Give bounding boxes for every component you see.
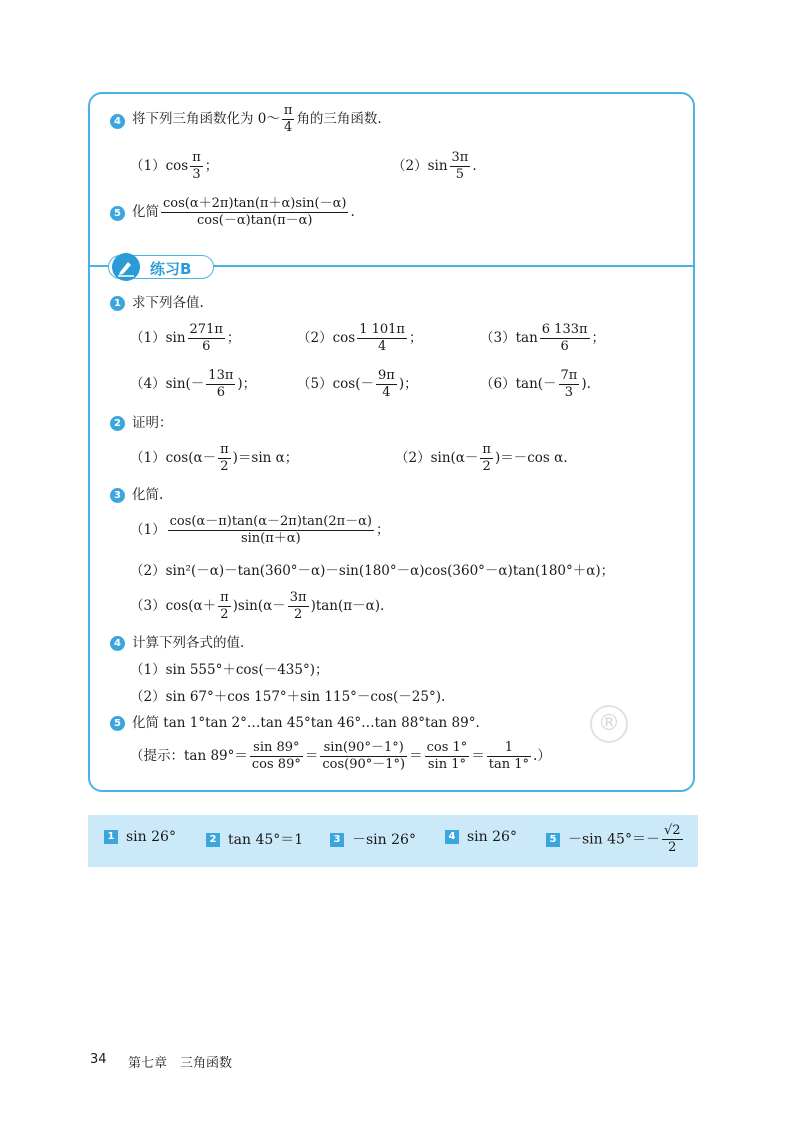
chapter-title: 第七章 三角函数 — [128, 1056, 233, 1071]
b-q1-item-6: （6）tan(－ $\frac{7\pi}{3}$ ). — [480, 368, 591, 400]
b-q1-item-3: （3）tan $\frac{6 133\pi}{6}$ ； — [480, 322, 606, 354]
answer-1: 1 sin 26° — [104, 829, 176, 845]
b-q2-number: 2 — [110, 416, 125, 431]
q4-item-1: （1）cos $\frac{\pi}{3}$ ； — [130, 150, 219, 182]
pencil-icon — [112, 253, 140, 281]
b-q3-number: 3 — [110, 488, 125, 503]
b-q3-item-2: （2）sin²(－α)－tan(360°－α)－sin(180°－α)cos(360°－α)tan(180°＋α)； — [130, 563, 615, 579]
b-q3-text: 化简. — [132, 487, 164, 503]
b-q5-hint: （提示：tan 89°＝ $\frac{\sin 89^\circ}{\cos 89^\circ}$ ＝ $\frac{\sin(90^\circ-1^\circ)}{\cos(90^\circ-1^\circ)}$ ＝ $\frac{\cos 1^\circ}{\sin 1^\circ}$ ＝ $\frac{1}{\tan 1^\circ}$ .） — [130, 740, 551, 772]
b-q1-text: 求下列各值. — [132, 295, 204, 311]
b-q5-number: 5 — [110, 716, 125, 731]
b-q1-item-2: （2）cos $\frac{1 101\pi}{4}$ ； — [297, 322, 423, 354]
registered-watermark: ® — [590, 705, 628, 743]
answer-5: 5 －sin 45°＝－ $\frac{√2}{2}$ — [546, 823, 685, 856]
page-number: 34 — [90, 1052, 107, 1067]
b-q1-item-1: （1）sin $\frac{271\pi}{6}$ ； — [130, 322, 241, 354]
b-q4-item-2: （2）sin 67°＋cos 157°＋sin 115°－cos(－25°). — [130, 689, 446, 705]
section-b-title: 练习B — [150, 260, 192, 278]
q4-text: 将下列三角函数化为 0～ $\frac{\pi}{4}$ 角的三角函数. — [132, 103, 382, 135]
answer-2: 2 tan 45°＝1 — [206, 829, 303, 849]
b-q2-item-2: （2）sin(α－ $\frac{\pi}{2}$ )＝－cos α. — [395, 442, 568, 474]
b-q1-number: 1 — [110, 296, 125, 311]
b-q1-item-4: （4）sin(－ $\frac{13\pi}{6}$ )； — [130, 368, 257, 400]
answer-3: 3 －sin 26° — [330, 829, 416, 849]
q5-text: 化简 $\frac{\cos(\alpha+2\pi)\tan(\pi+\alpha)\sin(-\alpha)}{\cos(-\alpha)\tan(\pi-\alpha)}$ . — [132, 196, 355, 228]
b-q1-item-5: （5）cos(－ $\frac{9\pi}{4}$ )； — [297, 368, 418, 400]
b-q4-item-1: （1）sin 555°＋cos(－435°)； — [130, 662, 329, 678]
q4-number: 4 — [110, 114, 125, 129]
b-q4-number: 4 — [110, 636, 125, 651]
b-q4-text: 计算下列各式的值. — [132, 635, 245, 651]
b-q5-text: 化简 tan 1°tan 2°…tan 45°tan 46°…tan 88°tan 89°. — [132, 715, 480, 731]
q4-item-2: （2）sin $\frac{3\pi}{5}$ . — [392, 150, 477, 182]
b-q2-text: 证明： — [132, 415, 173, 431]
answer-4: 4 sin 26° — [445, 829, 517, 845]
q5-number: 5 — [110, 206, 125, 221]
b-q2-item-1: （1）cos(α－ $\frac{\pi}{2}$ )＝sin α； — [130, 442, 299, 474]
b-q3-item-3: （3）cos(α＋ $\frac{\pi}{2}$ )sin(α－ $\frac{3\pi}{2}$ )tan(π－α). — [130, 590, 385, 622]
answer-strip — [88, 815, 698, 867]
b-q3-item-1: （1） $\frac{\cos(\alpha-\pi)\tan(\alpha-2\pi)\tan(2\pi-\alpha)}{\sin(\pi+\alpha)}$ ； — [130, 514, 390, 546]
